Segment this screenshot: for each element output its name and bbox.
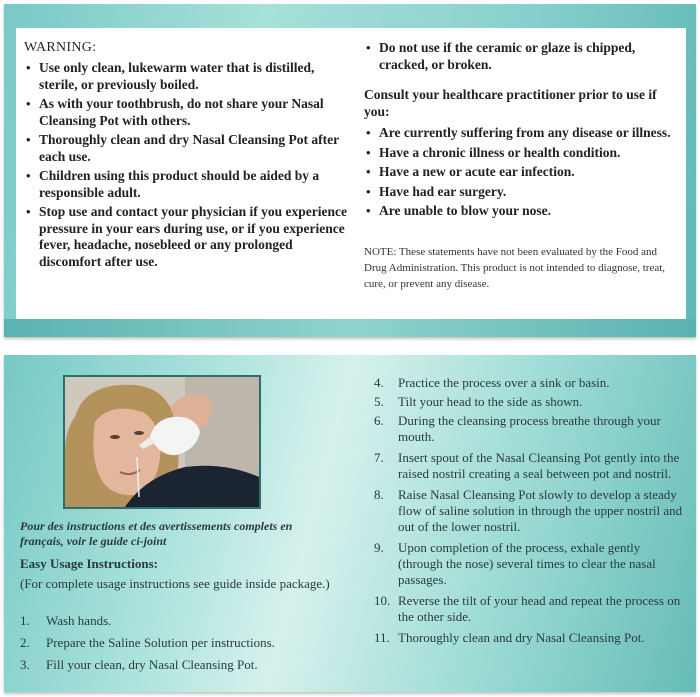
french-note: Pour des instructions et des avertissements complets en français, voir le guide ci-joint <box>20 519 293 548</box>
instructions-heading: Easy Usage Instructions: <box>20 556 158 571</box>
warning-list <box>24 60 354 270</box>
step-item: 10. Reverse the tilt of your head and repeat the process on the other side. <box>374 593 681 624</box>
warning-list-right <box>364 40 676 73</box>
bullet-icon: • <box>366 203 371 218</box>
step-item: 9. Upon completion of the process, exhale gently (through the nose) several times to clear the nasal passages. <box>374 540 656 587</box>
instructions-panel <box>4 355 696 692</box>
usage-photo <box>63 375 261 509</box>
bullet-icon: • <box>366 183 371 199</box>
warning-card <box>16 28 686 319</box>
warning-item: • Stop use and contact your physician if you experience pressure in your ears during use, or if you experience fever, headache, nosebleed or any prolonged discomfort after use. <box>26 204 348 269</box>
step-item: 6. During the cleansing process breathe through your mouth. <box>374 413 661 444</box>
steps-right-list <box>374 375 686 649</box>
instructions-subheading: (For complete usage instructions see guide inside package.) <box>20 576 330 591</box>
step-item: 11. Thoroughly clean and dry Nasal Cleansing Pot. <box>374 630 645 645</box>
fda-note: NOTE: These statements have not been evaluated by the Food and Drug Administration. This product is not intended to diagnose, treat, cure, or prevent any disease. <box>364 245 666 290</box>
bullet-icon: • <box>26 168 31 183</box>
consult-item: • Are currently suffering from any disease or illness. <box>366 125 671 140</box>
consult-item: • Have a new or acute ear infection. <box>366 164 575 179</box>
consult-item: • Have a chronic illness or health condition. <box>366 144 621 160</box>
consult-item: • Are unable to blow your nose. <box>366 203 552 218</box>
warning-title: WARNING: <box>24 40 97 55</box>
warning-item: • Thoroughly clean and dry Nasal Cleansing Pot after each use. <box>26 132 339 164</box>
bullet-icon: • <box>26 96 31 111</box>
step-item: 5. Tilt your head to the side as shown. <box>374 394 583 409</box>
warning-right-column <box>364 40 676 292</box>
bullet-icon: • <box>366 125 371 140</box>
step-item: 3. Fill your clean, dry Nasal Cleansing Pot. <box>20 657 258 672</box>
step-item: 4. Practice the process over a sink or basin. <box>374 375 610 390</box>
bullet-icon: • <box>366 144 371 160</box>
bullet-icon: • <box>26 204 31 219</box>
warning-panel <box>4 4 696 337</box>
warning-item: • Children using this product should be aided by a responsible adult. <box>26 168 320 200</box>
consult-heading: Consult your healthcare practitioner prior to use if you: <box>364 87 657 119</box>
step-item: 2. Prepare the Saline Solution per instructions. <box>20 635 275 650</box>
consult-item: • Have had ear surgery. <box>366 183 507 199</box>
warning-item: • Do not use if the ceramic or glaze is chipped, cracked, or broken. <box>366 40 636 72</box>
bullet-icon: • <box>26 60 31 75</box>
step-item: 1. Wash hands. <box>20 613 112 628</box>
consult-list <box>364 125 676 220</box>
bullet-icon: • <box>366 40 371 55</box>
warning-item: • As with your toothbrush, do not share your Nasal Cleansing Pot with others. <box>26 96 324 128</box>
bullet-icon: • <box>366 164 371 179</box>
steps-left-list <box>20 613 330 679</box>
woman-using-nasal-pot-image <box>65 377 259 507</box>
warning-item: • Use only clean, lukewarm water that is distilled, sterile, or previously boiled. <box>26 60 315 92</box>
step-item: 7. Insert spout of the Nasal Cleansing Pot gently into the raised nostril creating a seal between pot and nostril. <box>374 450 680 481</box>
warning-left-column <box>24 40 354 273</box>
bullet-icon: • <box>26 132 31 147</box>
step-item: 8. Raise Nasal Cleansing Pot slowly to develop a steady flow of saline solution in through the upper nostril and out of the lower nostril. <box>374 487 683 534</box>
